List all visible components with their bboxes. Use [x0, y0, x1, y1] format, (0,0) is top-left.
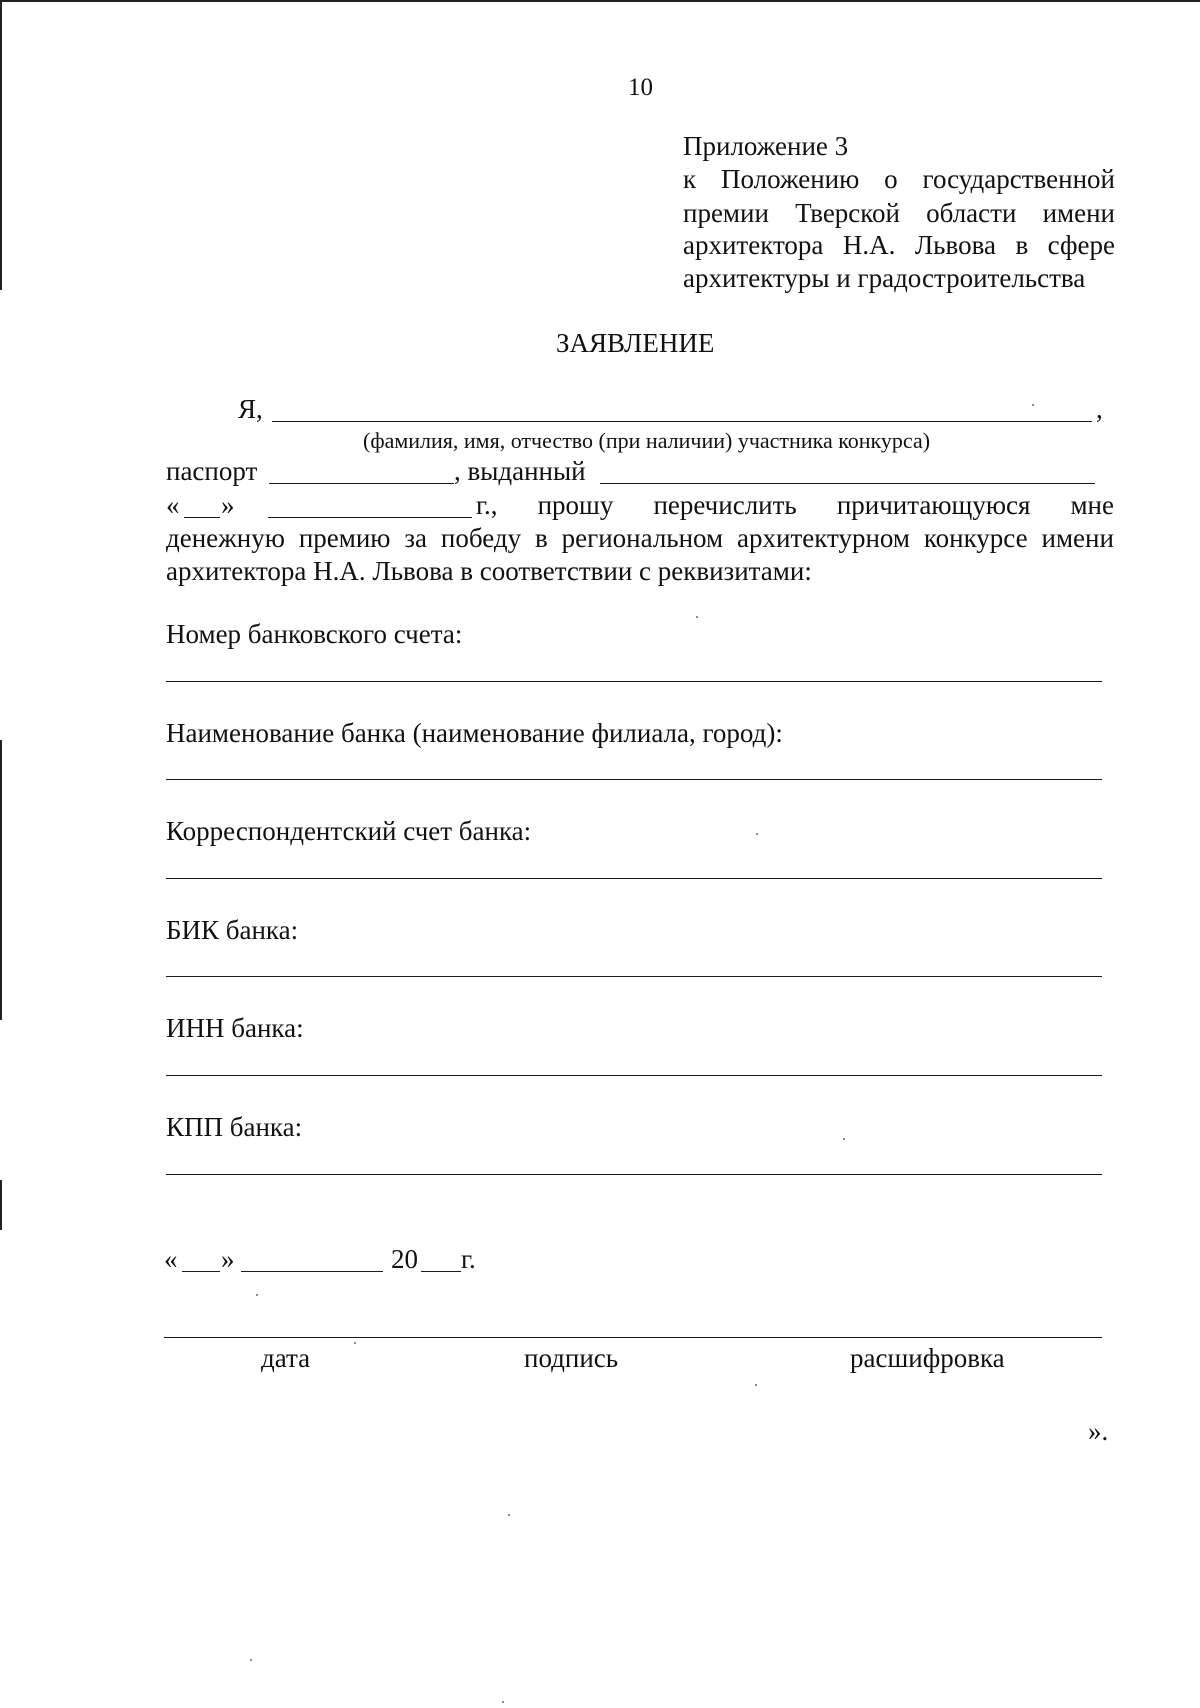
scan-speck — [256, 1294, 258, 1296]
statement-line-4: денежную премию за победу в региональном архитектурном конкурсе имени — [166, 523, 1114, 553]
quote-close: » — [221, 490, 235, 520]
date-year-field[interactable] — [421, 1271, 461, 1272]
account-label: Номер банковского счета: — [166, 619, 463, 649]
passport-number-field[interactable] — [269, 483, 454, 484]
issued-label: , выданный — [454, 456, 586, 486]
scan-edge-left — [0, 740, 2, 1020]
page-number: 10 — [628, 74, 653, 101]
kpp-label: КПП банка: — [166, 1112, 303, 1142]
ya-label: Я, — [238, 394, 263, 424]
fullname-caption: (фамилия, имя, отчество (при наличии) участника конкурса) — [363, 428, 931, 453]
scan-speck — [756, 833, 758, 835]
scan-edge-top — [0, 0, 1200, 2]
bik-field[interactable] — [166, 976, 1102, 977]
statement-line-5: архитектора Н.А. Львова в соответствии с реквизитами: — [166, 556, 812, 586]
issue-day-field[interactable] — [184, 517, 220, 518]
appendix-line-1: к Положению о государственной — [683, 164, 1115, 194]
signature-transcript-caption: расшифровка — [850, 1343, 1005, 1373]
scan-speck — [354, 1342, 356, 1344]
year-prefix: 20 — [391, 1244, 418, 1274]
inn-field[interactable] — [166, 1075, 1102, 1076]
scan-edge-left — [0, 1180, 2, 1230]
issue-month-year-field[interactable] — [268, 517, 472, 518]
appendix-title: Приложение 3 — [683, 131, 849, 161]
appendix-line-4: архитектуры и градостроительства — [683, 263, 1086, 293]
appendix-line-3: архитектора Н.А. Львова в сфере — [683, 230, 1115, 260]
scan-speck — [1032, 404, 1034, 406]
scan-speck — [755, 1384, 757, 1386]
comma: , — [1096, 394, 1103, 424]
scan-speck — [696, 616, 698, 618]
bank-name-field[interactable] — [166, 779, 1102, 780]
issued-by-field[interactable] — [600, 483, 1095, 484]
bik-label: БИК банка: — [166, 915, 299, 945]
date-quote-close: » — [221, 1244, 235, 1274]
statement-line-3: г., прошу перечислить причитающуюся мне — [476, 490, 1114, 520]
document-heading: ЗАЯВЛЕНИЕ — [556, 328, 715, 358]
scan-speck — [250, 1659, 252, 1661]
account-field[interactable] — [166, 681, 1102, 682]
fullname-field[interactable] — [272, 421, 1092, 422]
corr-account-field[interactable] — [166, 878, 1102, 879]
closing-quote: ». — [1088, 1416, 1109, 1446]
signature-field[interactable] — [164, 1337, 1102, 1338]
scan-edge-left — [0, 0, 2, 290]
year-suffix: г. — [461, 1244, 476, 1274]
inn-label: ИНН банка: — [166, 1013, 304, 1043]
scan-speck — [508, 1514, 510, 1516]
date-day-field[interactable] — [182, 1271, 220, 1272]
passport-label: паспорт — [166, 456, 258, 486]
date-quote-open: « — [164, 1244, 178, 1274]
date-month-field[interactable] — [241, 1271, 383, 1272]
quote-open: « — [166, 490, 180, 520]
scan-speck — [843, 1138, 845, 1140]
kpp-field[interactable] — [166, 1174, 1102, 1175]
signature-date-caption: дата — [261, 1343, 311, 1373]
corr-account-label: Корреспондентский счет банка: — [166, 816, 532, 846]
signature-sign-caption: подпись — [524, 1343, 619, 1373]
scan-speck — [502, 1701, 504, 1703]
appendix-line-2: премии Тверской области имени — [683, 198, 1115, 228]
bank-name-label: Наименование банка (наименование филиала, город): — [166, 718, 783, 748]
